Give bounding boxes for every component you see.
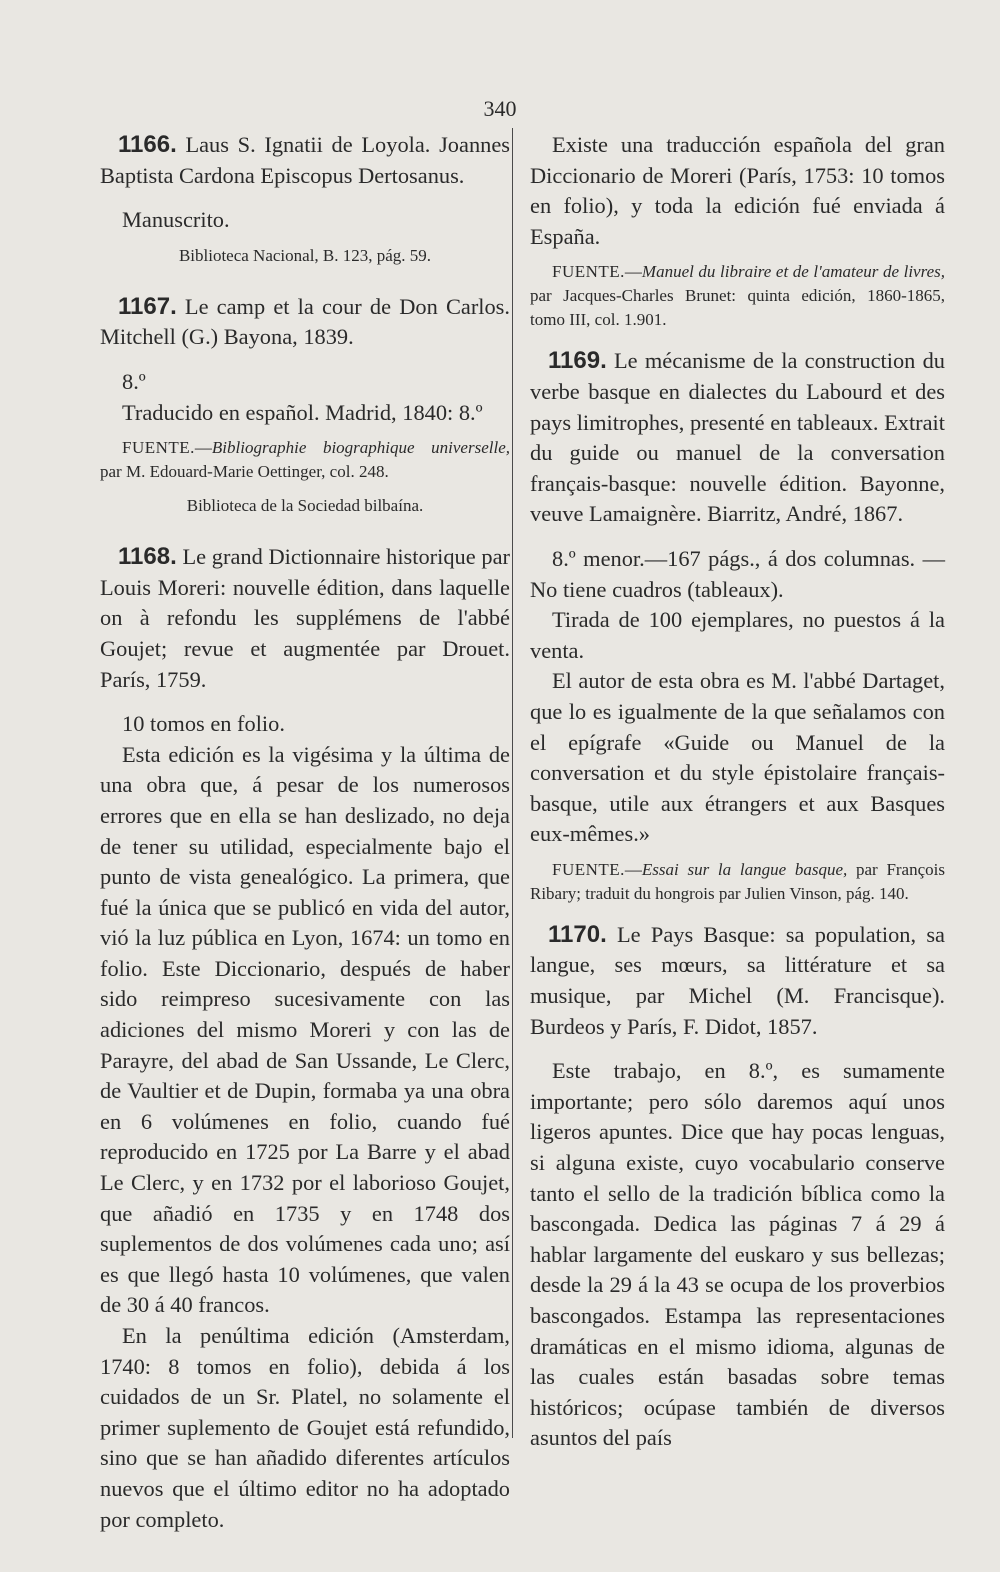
entry-title: Le camp et la cour de Don Carlos. Mitchell (G.) Bayona, 1839.: [100, 293, 510, 350]
source-label: FUENTE.: [122, 438, 195, 458]
entry-number: 1169.: [548, 347, 607, 375]
entry-paragraph: Esta edición es la vigésima y la última de una obra que, á pesar de los numerosos errores que en ella se han deslizado, no deja de tener su utilidad, especialmente bajo el punto de vista genealógico. La primera, que fué la única que se publicó en vida del autor, vió la luz pública en Lyon, 1674: un tomo en folio. Este Diccionario, después de haber sido reimpreso sucesivamente con las adiciones del mismo Moreri y con las de Parayre, del abad de San Ussande, Le Clerc, de Vaultier et de Dupin, formaba ya una obra en 6 volúmenes en folio, cuando fué reproducido en 1725 por La Barre y el abad Le Clerc, y en 1732 por el laborioso Goujet, que añadió en 1735 y en 1748 dos suplementos de dos volúmenes cada uno; así es que llegó hasta 10 volúmenes, que valen de 30 á 40 francos.: [100, 741, 510, 1318]
entry-number: 1167.: [118, 292, 177, 320]
entry-source: FUENTE.—Manuel du libraire et de l'amateur de livres, par Jacques-Charles Brunet: quinta edición, 1860-1865, tomo III, col. 1.901.: [530, 262, 945, 330]
entry-number: 1170.: [548, 920, 607, 948]
right-column: [530, 130, 945, 1454]
entry-title: Laus S. Ignatii de Loyola. Joannes Baptista Cardona Episcopus Dertosanus.: [100, 132, 510, 188]
entry-source: FUENTE.—Bibliographie biographique universelle, par M. Edouard-Marie Oettinger, col. 248.: [100, 438, 510, 482]
entry-number: 1168.: [118, 543, 177, 571]
entry-format: 8.º: [122, 368, 146, 394]
entry-paragraph: Este trabajo, en 8.º, es sumamente importante; pero sólo daremos aquí unos ligeros apuntes. Dice que hay pocas lenguas, si alguna existe, cuyo vocabulario conserve tanto el sello de la tradición bíblica como la bascongada. Dedica las páginas 7 á 29 á hablar largamente del euskaro y sus bellezas; desde la 29 á la 43 se ocupa de los proverbios bascongados. Estampa las representaciones dramáticas en el mismo idioma, algunas de las cuales están basadas sobre temas históricos; ocúpase también de diversos asuntos del país: [530, 1058, 945, 1451]
entry-location: Biblioteca de la Sociedad bilbaína.: [186, 496, 424, 516]
entry-number: 1166.: [118, 131, 177, 158]
entry-translation: Traducido en español. Madrid, 1840: 8.º: [122, 399, 483, 425]
entry-1169-heading: [530, 346, 945, 530]
source-details: par M. Edouard-Marie Oettinger, col. 248.: [100, 462, 389, 482]
source-label: FUENTE.: [552, 262, 625, 282]
left-column: [100, 130, 510, 1535]
entry-1168-heading: [100, 542, 510, 695]
entry-title: Le mécanisme de la construction du verbe basque en dialectes du Labourd et des pays limitrophes, presenté en tableaux. Extrait du guide ou manuel de la conversation français-basque: nouvelle édition. Bayonne, veuve Lamaignère. Biarritz, André, 1867.: [530, 348, 945, 527]
entry-format: 10 tomos en folio.: [122, 711, 285, 737]
entry-paragraph: En la penúltima edición (Amsterdam, 1740: 8 tomos en folio), debida á los cuidados de un Sr. Platel, no solamente el primer suplemento de Goujet está refundido, sino que se han añadido diferentes artículos nuevos que el último editor no ha adoptado por completo.: [100, 1323, 510, 1532]
entry-source: FUENTE.—Essai sur la langue basque, par François Ribary; traduit du hongrois par Julien Vinson, pág. 140.: [530, 859, 945, 903]
entry-paragraph: Tirada de 100 ejemplares, no puestos á la venta.: [530, 607, 945, 663]
page-number: 340: [483, 96, 517, 121]
entry-format: 8.º menor.—167 págs., á dos columnas. —No tiene cuadros (tableaux).: [530, 545, 945, 602]
column-divider: [512, 128, 513, 1438]
entry-title: Le Pays Basque: sa population, sa langue, ses mœurs, sa littérature et sa musique, par Michel (M. Francisque). Burdeos y París, F. Didot, 1857.: [530, 921, 945, 1039]
source-details: par Jacques-Charles Brunet: quinta edición, 1860-1865, tomo III, col. 1.901.: [530, 286, 945, 330]
entry-paragraph: El autor de esta obra es M. l'abbé Dartaget, que lo es igualmente de la que señalamos con el epígrafe «Guide ou Manuel de la conversation et du style épistolaire français-basque, utile aux étrangers et aux Basques eux-mêmes.»: [530, 668, 945, 847]
entry-1167-heading: [100, 292, 510, 353]
source-title: Manuel du libraire et de l'amateur de livres,: [641, 262, 945, 282]
entry-note: Manuscrito.: [122, 207, 230, 233]
source-label: FUENTE.: [552, 859, 625, 879]
entry-location: Biblioteca Nacional, B. 123, pág. 59.: [178, 245, 432, 265]
entry-1170-heading: [530, 920, 945, 1042]
entry-1166-heading: [100, 130, 510, 191]
source-details: par François Ribary; traduit du hongrois par Julien Vinson, pág. 140.: [530, 859, 945, 903]
entry-title: Le grand Dictionnaire historique par Louis Moreri: nouvelle édition, dans laquelle on à refondu les supplémens de l'abbé Goujet; revue et augmentée par Drouet. París, 1759.: [100, 544, 510, 692]
source-title: Essai sur la langue basque,: [641, 859, 848, 879]
entry-continuation: Existe una traducción española del gran Diccionario de Moreri (París, 1753: 10 tomos en folio), y toda la edición fué enviada á España.: [530, 132, 945, 249]
source-title: Bibliographie biographique universelle,: [211, 438, 510, 458]
